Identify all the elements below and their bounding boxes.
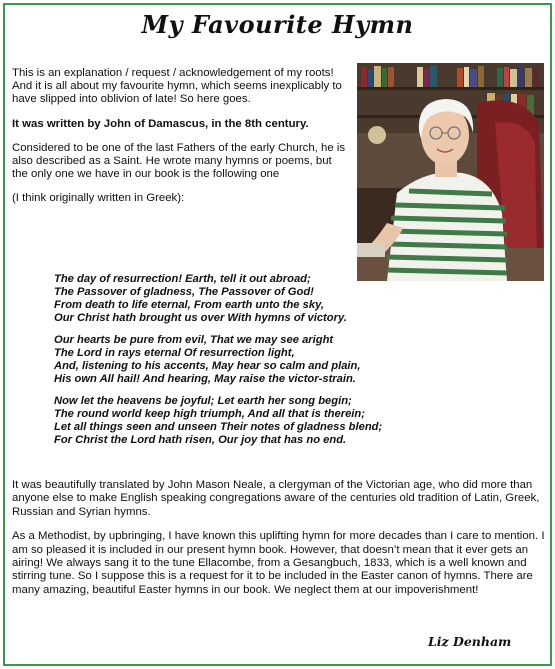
hymn-verse-2 bbox=[54, 334, 474, 386]
hymn-line: Our Christ hath brought us over With hymns of victory. bbox=[54, 312, 347, 324]
hymn-verse-1 bbox=[54, 273, 474, 325]
methodist-paragraph: As a Methodist, by upbringing, I have known this uplifting hymn for more decades than I care to mention. I am so pleased it is included in our present hymn book. However, that doesn’t mean that it ever gets an airing! We always sang it to the tune Ellacombe, from a Gesangbuch, 1833, which is a well known and stirring tune. So I suppose this is a request for it to be included in the Easter canon of hymns. There are many amazing, beautiful Easter hymns in our book. We neglect them at our impoverishment! bbox=[12, 530, 545, 596]
hymn-line: His own All hail! And hearing, May raise the victor-strain. bbox=[54, 373, 356, 385]
hymn-line: Now let the heavens be joyful; Let earth her song begin; bbox=[54, 395, 352, 407]
closing-section bbox=[12, 479, 546, 608]
hymn-line: For Christ the Lord hath risen, Our joy that has no end. bbox=[54, 434, 347, 446]
page-title: My Favourite Hymn bbox=[141, 10, 414, 39]
hymn-line: Let all things seen and unseen Their notes of gladness blend; bbox=[54, 421, 383, 433]
author-signature: Liz Denham bbox=[428, 634, 512, 649]
hymn-line: The Passover of gladness, The Passover of God! bbox=[54, 286, 314, 298]
hymn-line: Our hearts be pure from evil, That we may see aright bbox=[54, 334, 334, 346]
hymn-line: From death to life eternal, From earth unto the sky, bbox=[54, 299, 324, 311]
intro-paragraph-3: Considered to be one of the last Fathers of the early Church, he is also described as a Saint. He wrote many hymns or poems, but the only one we have in our book is the following one bbox=[12, 141, 346, 181]
hymn-verse-3 bbox=[54, 395, 474, 447]
hymn-line: The round world keep high triumph, And all that is therein; bbox=[54, 408, 365, 420]
translation-paragraph: It was beautifully translated by John Mason Neale, a clergyman of the Victorian age, who did more than anyone else to make English speaking congregations aware of the centuries old tradition of Latin, Greek, Russian and Syrian hymns. bbox=[12, 479, 540, 518]
hymn-line: The day of resurrection! Earth, tell it out abroad; bbox=[54, 273, 311, 285]
photo-illustration bbox=[357, 63, 544, 281]
hymn-text bbox=[54, 273, 474, 456]
intro-section bbox=[12, 67, 347, 217]
intro-paragraph-4: (I think originally written in Greek): bbox=[12, 192, 185, 205]
intro-paragraph-1: This is an explanation / request / acknowledgement of my roots! And it is all about my favourite hymn, which seems inexplicably to have slipped into oblivion of late! So here goes. bbox=[12, 67, 342, 106]
hymn-line: The Lord in rays eternal Of resurrection light, bbox=[54, 347, 295, 359]
author-photo bbox=[357, 63, 544, 281]
hymn-line: And, listening to his accents, May hear so calm and plain, bbox=[54, 360, 361, 372]
author-statement: It was written by John of Damascus, in the 8th century. bbox=[12, 117, 309, 130]
